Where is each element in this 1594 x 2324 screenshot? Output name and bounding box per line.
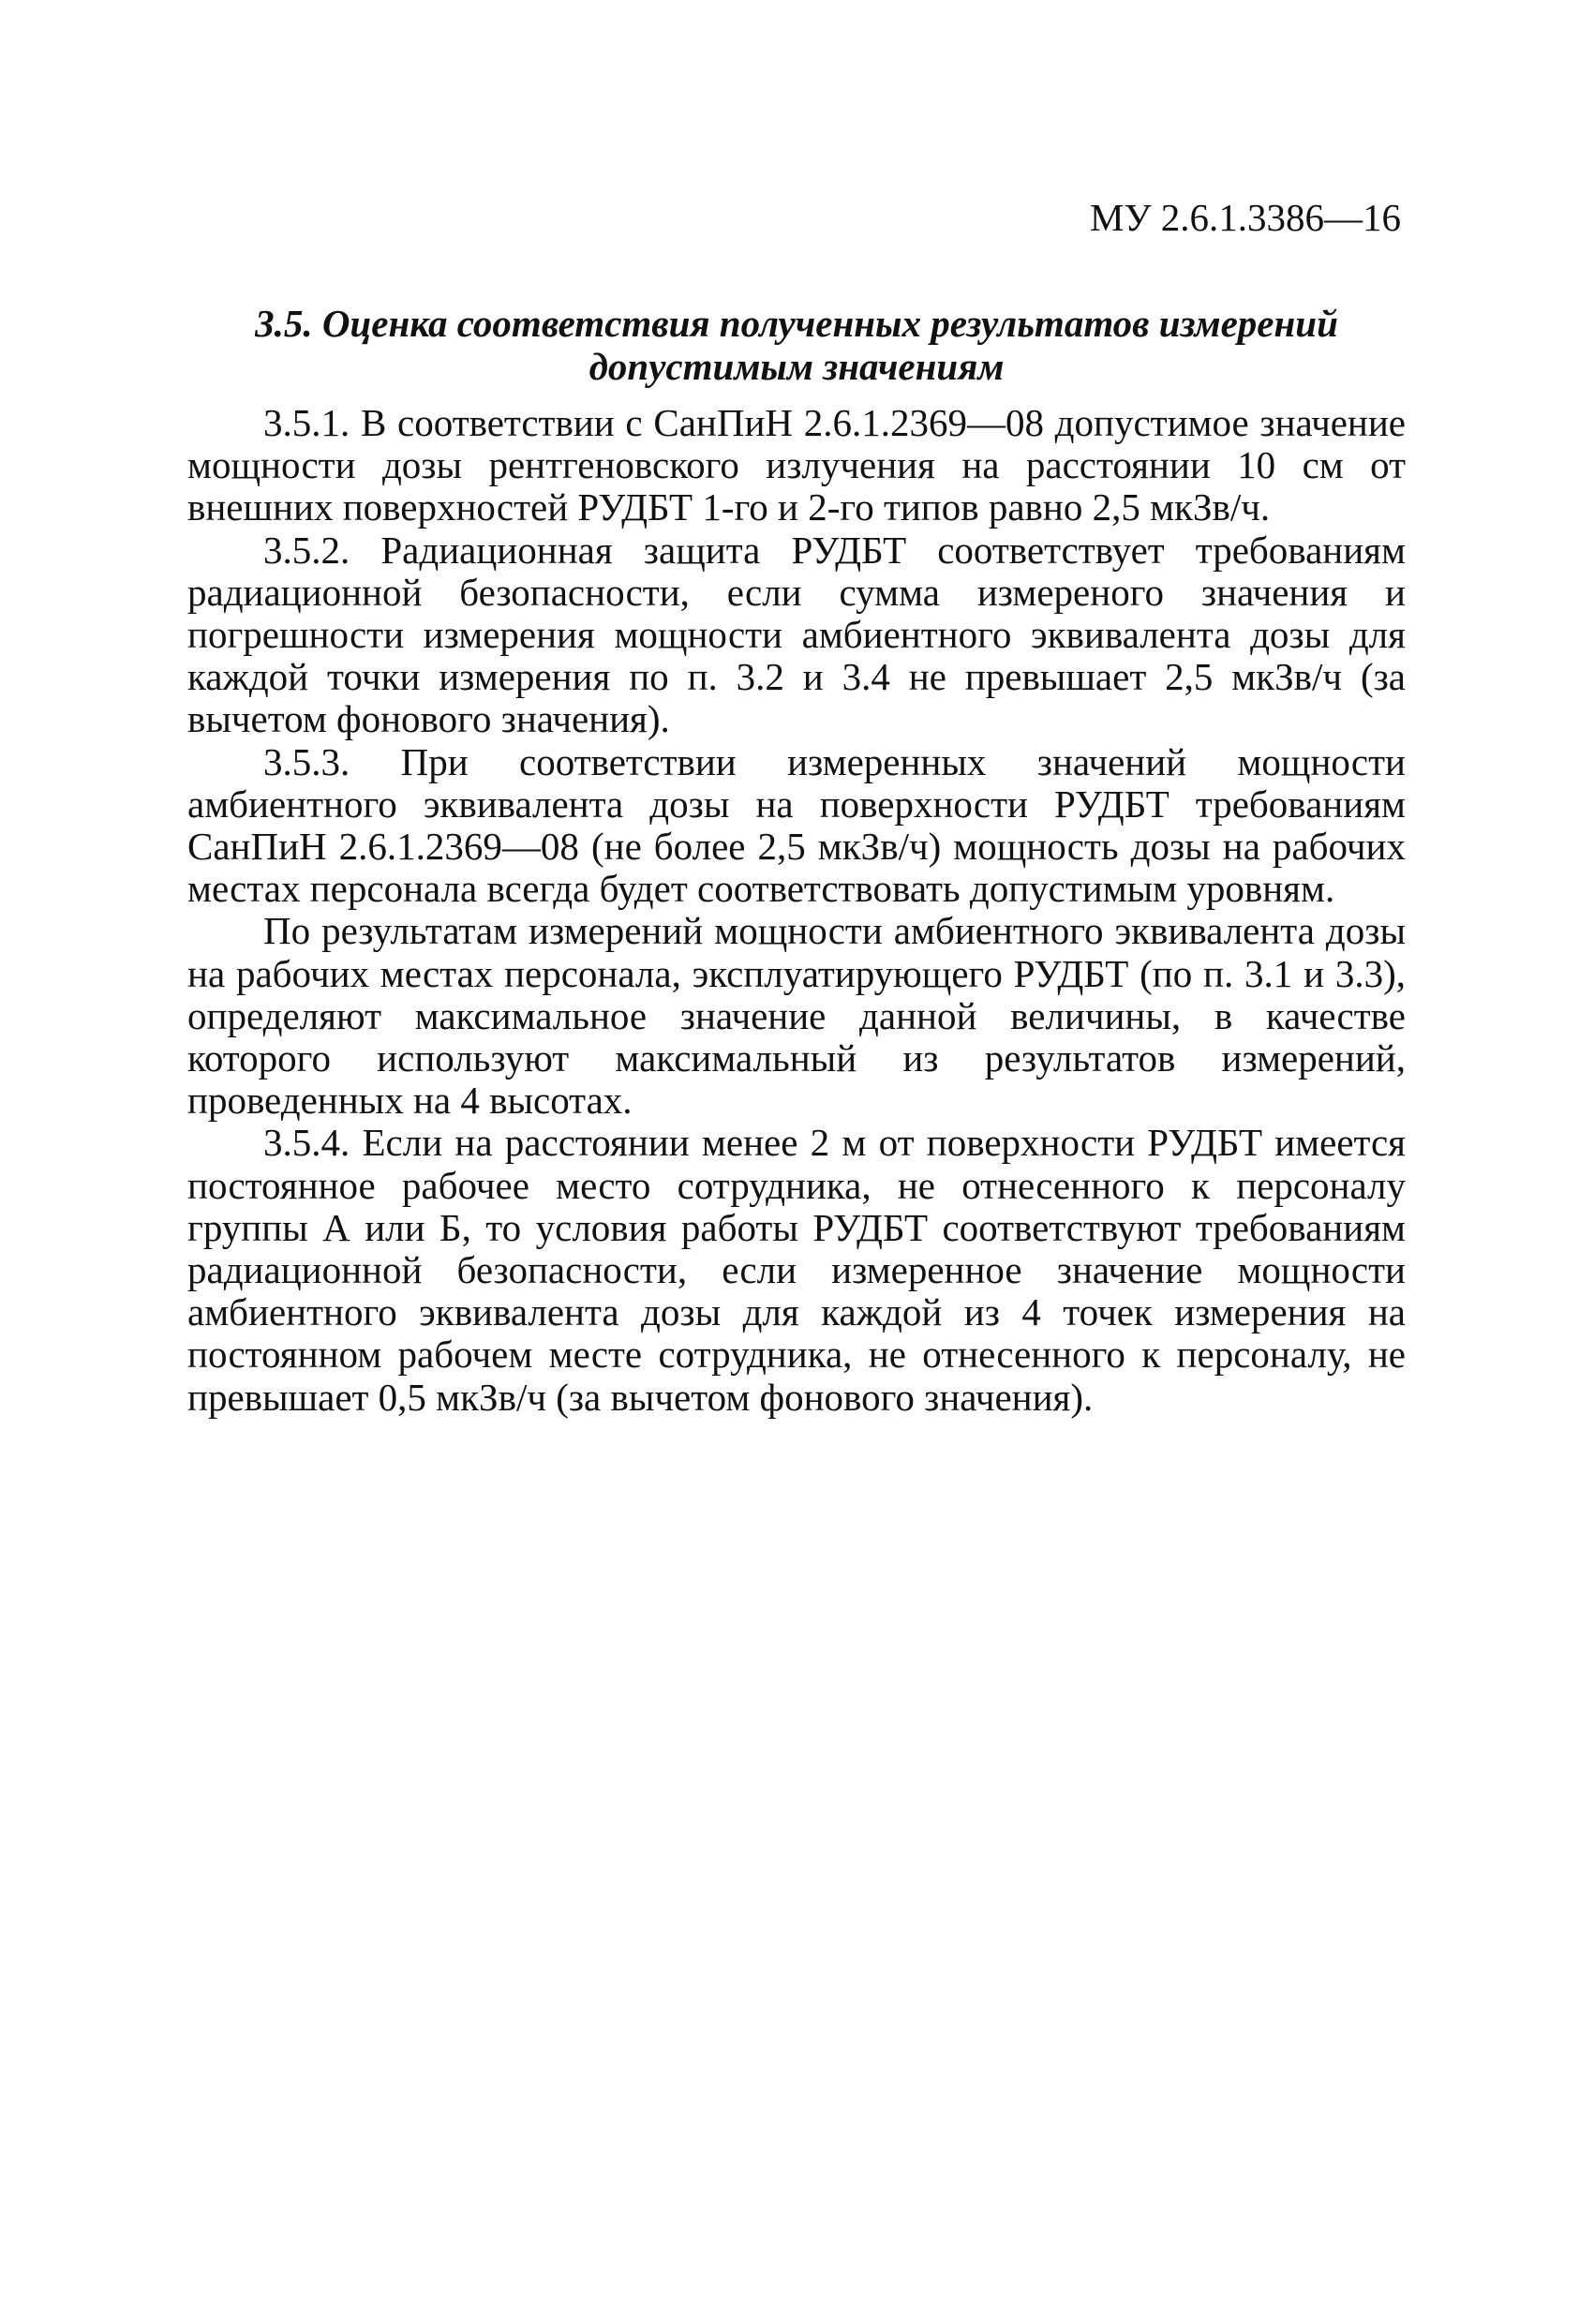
paragraph-3-5-1: 3.5.1. В соответствии с СанПиН 2.6.1.2369—08 допустимое значение мощности дозы рентгеновского излучения на расстоянии 10 см от внешних поверхностей РУДБТ 1-го и 2-го типов равно 2,5 мкЗв/ч.: [187, 401, 1406, 529]
section-heading-line-1: 3.5. Оценка соответствия полученных результатов измерений: [255, 302, 1338, 345]
document-code: МУ 2.6.1.3386—16: [1090, 196, 1401, 239]
section-heading-line-2: допустимым значениям: [588, 345, 1005, 388]
body-text: [187, 402, 1406, 1419]
paragraph-3-5-3: 3.5.3. При соответствии измеренных значений мощности амбиентного эквивалента дозы на поверхности РУДБТ требованиям СанПиН 2.6.1.2369—08 (не более 2,5 мкЗв/ч) мощность дозы на рабочих местах персонала всегда будет соответствовать допустимым уровням.: [187, 739, 1406, 911]
paragraph-measurement-results: По результатам измерений мощности амбиентного эквивалента дозы на рабочих местах персонала, эксплуатирующего РУДБТ (по п. 3.1 и 3.3), определяют максимальное значение данной величины, в качестве которого используют максимальный из результатов измерений, проведенных на 4 высотах.: [187, 909, 1406, 1123]
paragraph-3-5-4: 3.5.4. Если на расстоянии менее 2 м от поверхности РУДБТ имеется постоянное рабочее место сотрудника, не отнесенного к персоналу группы А или Б, то условия работы РУДБТ соответствуют требованиям радиационной безопасности, если измеренное значение мощности амбиентного эквивалента дозы для каждой из 4 точек измерения на постоянном рабочем месте сотрудника, не отнесенного к персоналу, не превышает 0,5 мкЗв/ч (за вычетом фонового значения).: [187, 1121, 1406, 1419]
paragraph-3-5-2: 3.5.2. Радиационная защита РУДБТ соответствует требованиям радиационной безопасности, если сумма измереного значения и погрешности измерения мощности амбиентного эквивалента дозы для каждой точки измерения по п. 3.2 и 3.4 не превышает 2,5 мкЗв/ч (за вычетом фонового значения).: [187, 528, 1406, 741]
section-heading: [187, 302, 1406, 388]
